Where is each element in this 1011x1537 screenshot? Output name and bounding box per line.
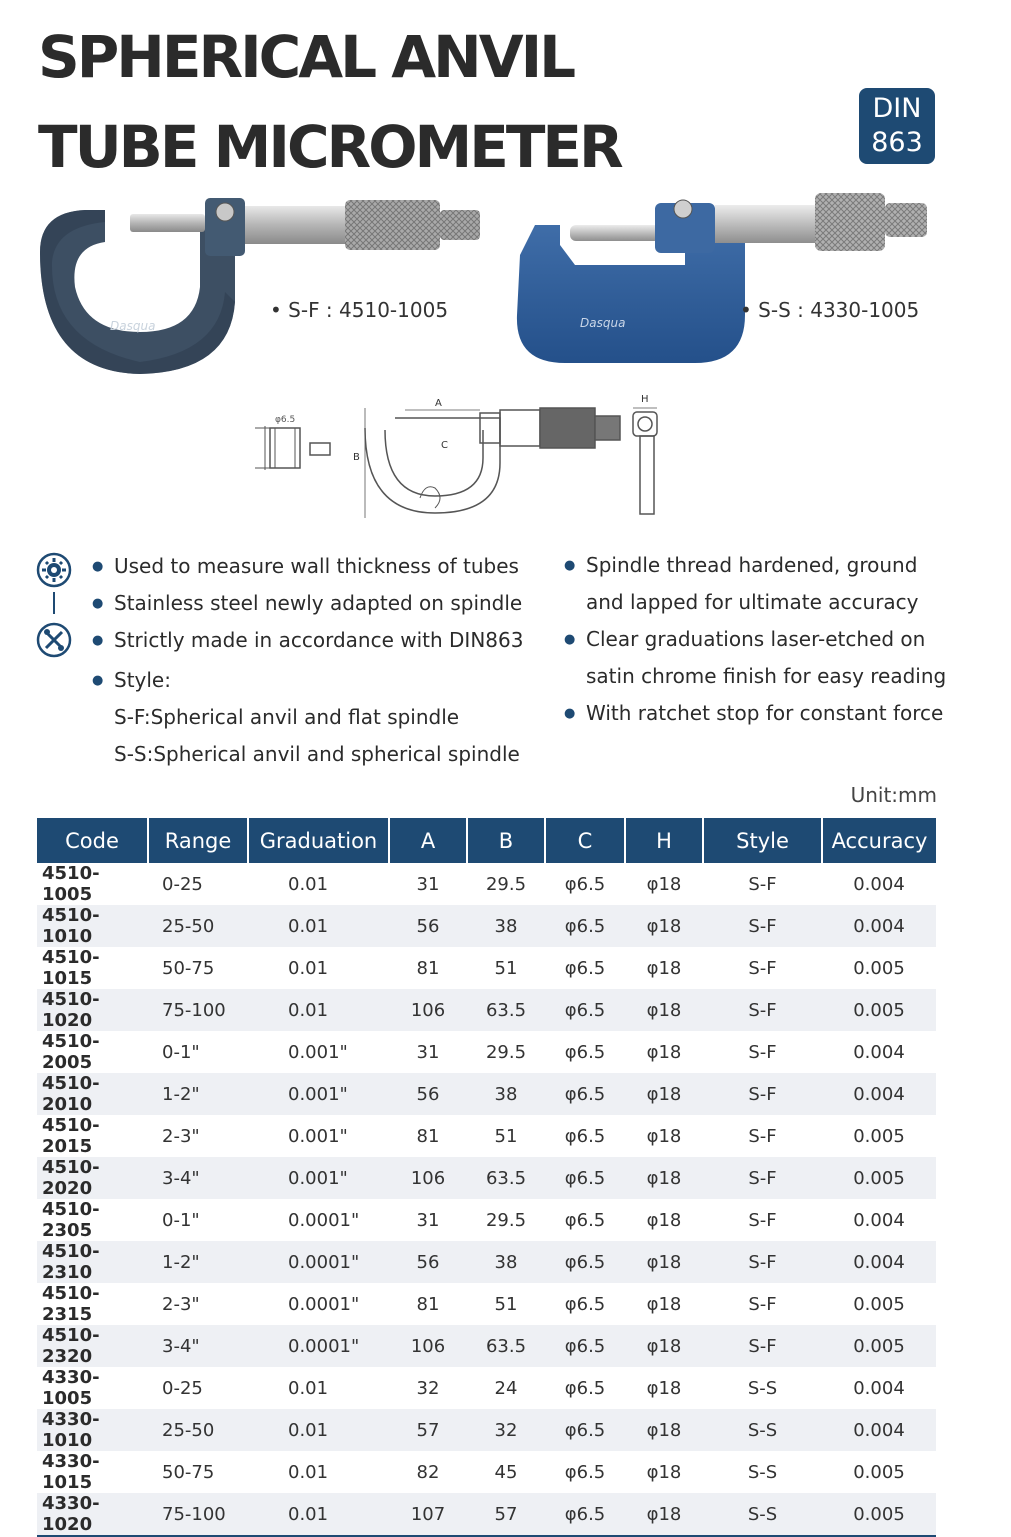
feature-item: ● Clear graduations laser-etched on xyxy=(564,627,926,651)
cell-graduation: 0.01 xyxy=(248,1493,389,1536)
cell-a: 107 xyxy=(389,1493,467,1536)
table-row xyxy=(37,1451,936,1493)
cell-h: φ18 xyxy=(625,1157,703,1199)
cell-style: S-S xyxy=(703,1409,822,1451)
cell-b: 32 xyxy=(467,1409,545,1451)
feature-item: ● With ratchet stop for constant force xyxy=(564,701,944,725)
cell-style: S-F xyxy=(703,1073,822,1115)
column-header-h: H xyxy=(625,818,703,863)
cell-range: 0-1" xyxy=(162,1209,200,1231)
cell-h: φ18 xyxy=(646,957,682,979)
cell-c: φ6.5 xyxy=(564,1125,606,1147)
cell-c: φ6.5 xyxy=(545,1493,625,1536)
cell-accuracy: 0.005 xyxy=(853,957,905,979)
cell-a: 81 xyxy=(416,957,440,979)
sf-brand-text: Dasqua xyxy=(110,319,156,333)
cell-a: 56 xyxy=(389,1073,467,1115)
cell-graduation: 0.01 xyxy=(248,989,389,1031)
cell-a: 82 xyxy=(416,1461,440,1483)
cell-graduation: 0.0001" xyxy=(248,1241,389,1283)
cell-h: φ18 xyxy=(646,1041,682,1063)
cell-style: S-F xyxy=(748,1041,777,1063)
cell-a: 81 xyxy=(416,1293,440,1315)
cell-graduation: 0.01 xyxy=(248,905,389,947)
cell-graduation: 0.01 xyxy=(288,957,329,979)
badge-line-2: 863 xyxy=(871,127,923,158)
cell-code: 4510-2020 xyxy=(37,1157,148,1199)
cell-h: φ18 xyxy=(625,905,703,947)
cell-code: 4510-1015 xyxy=(42,947,100,989)
cell-b: 45 xyxy=(494,1461,518,1483)
cell-a: 106 xyxy=(389,1157,467,1199)
cell-b: 51 xyxy=(494,1293,518,1315)
cell-range: 25-50 xyxy=(148,1409,248,1451)
cell-c: φ6.5 xyxy=(564,1041,606,1063)
cell-h: φ18 xyxy=(646,1293,682,1315)
cell-graduation: 0.0001" xyxy=(288,1209,360,1231)
title-line-2: TUBE MICROMETER xyxy=(38,113,621,181)
cell-h: φ18 xyxy=(646,873,682,895)
feature-text: Stainless steel newly adapted on spindle xyxy=(114,591,523,615)
cell-a: 31 xyxy=(416,1209,440,1231)
cell-b: 63.5 xyxy=(467,1157,545,1199)
cell-b: 51 xyxy=(494,957,518,979)
cell-range: 25-50 xyxy=(148,905,248,947)
cell-b: 29.5 xyxy=(485,1041,527,1063)
column-header-a: A xyxy=(389,818,467,863)
cell-b: 51 xyxy=(494,1125,518,1147)
cell-accuracy: 0.005 xyxy=(822,1157,936,1199)
features-left-list xyxy=(92,548,542,773)
cell-code: 4510-2010 xyxy=(37,1073,148,1115)
cell-a: 56 xyxy=(389,1241,467,1283)
cell-range: 75-100 xyxy=(148,989,248,1031)
cell-style: S-F xyxy=(748,1293,777,1315)
cell-a: 106 xyxy=(389,1325,467,1367)
table-row xyxy=(37,1241,936,1283)
cell-code: 4510-2320 xyxy=(37,1325,148,1367)
cell-c: φ6.5 xyxy=(545,989,625,1031)
cell-code: 4510-2315 xyxy=(42,1283,100,1325)
cell-c: φ6.5 xyxy=(545,1241,625,1283)
column-header-graduation: Graduation xyxy=(248,818,389,863)
cell-range: 75-100 xyxy=(148,1493,248,1536)
table-row xyxy=(37,1157,936,1199)
table-row xyxy=(37,1409,936,1451)
cell-code: 4510-2310 xyxy=(37,1241,148,1283)
cell-code: 4330-1005 xyxy=(42,1367,100,1409)
cell-style: S-F xyxy=(748,873,777,895)
cell-b: 63.5 xyxy=(467,1325,545,1367)
cell-accuracy: 0.005 xyxy=(853,1293,905,1315)
cell-h: φ18 xyxy=(646,1377,682,1399)
cell-h: φ18 xyxy=(625,1409,703,1451)
cell-b: 63.5 xyxy=(467,989,545,1031)
feature-text: Style: xyxy=(114,668,171,692)
cell-c: φ6.5 xyxy=(564,1461,606,1483)
cell-range: 1-2" xyxy=(148,1241,248,1283)
feature-item: ● Style: xyxy=(92,668,171,692)
cell-code: 4510-1020 xyxy=(37,989,148,1031)
cell-b: 38 xyxy=(467,1241,545,1283)
cell-c: φ6.5 xyxy=(564,1209,606,1231)
feature-item: ● Used to measure wall thickness of tubes xyxy=(92,554,519,578)
feature-text: Strictly made in accordance with DIN863 xyxy=(114,628,524,652)
table-row xyxy=(37,1115,936,1157)
ss-model-label: • S-S : 4330-1005 xyxy=(740,298,920,322)
cell-h: φ18 xyxy=(646,1209,682,1231)
cell-b: 29.5 xyxy=(485,873,527,895)
cell-accuracy: 0.004 xyxy=(853,1209,905,1231)
feature-text: Spindle thread hardened, ground xyxy=(586,553,918,577)
cell-range: 3-4" xyxy=(148,1157,248,1199)
badge-line-1: DIN xyxy=(872,93,922,124)
feature-item-cont: satin chrome finish for easy reading xyxy=(586,664,947,688)
cell-c: φ6.5 xyxy=(564,957,606,979)
cell-c: φ6.5 xyxy=(545,1409,625,1451)
column-header-b: B xyxy=(467,818,545,863)
cell-a: 31 xyxy=(416,1041,440,1063)
features-right-list xyxy=(564,547,954,732)
diagram-label-b: B xyxy=(353,452,360,463)
table-row xyxy=(37,1325,936,1367)
table-row xyxy=(37,1283,936,1325)
cell-c: φ6.5 xyxy=(564,1293,606,1315)
cell-b: 57 xyxy=(467,1493,545,1536)
cell-graduation: 0.01 xyxy=(288,873,329,895)
table-row xyxy=(37,989,936,1031)
cell-graduation: 0.0001" xyxy=(248,1325,389,1367)
cell-h: φ18 xyxy=(625,989,703,1031)
cell-style: S-F xyxy=(703,1157,822,1199)
cell-a: 56 xyxy=(389,905,467,947)
cell-style: S-F xyxy=(703,1241,822,1283)
feature-item: ● Strictly made in accordance with DIN863 xyxy=(92,628,524,652)
cell-graduation: 0.01 xyxy=(288,1461,329,1483)
sf-model-label: • S-F : 4510-1005 xyxy=(270,298,449,322)
cell-range: 0-1" xyxy=(162,1041,200,1063)
cell-b: 29.5 xyxy=(485,1209,527,1231)
style-note-ss: S-S:Spherical anvil and spherical spindle xyxy=(114,742,520,766)
cell-h: φ18 xyxy=(625,1073,703,1115)
cell-accuracy: 0.005 xyxy=(853,1461,905,1483)
cell-h: φ18 xyxy=(625,1241,703,1283)
cell-accuracy: 0.005 xyxy=(853,1125,905,1147)
cell-style: S-S xyxy=(747,1461,778,1483)
table-header-row xyxy=(37,818,936,863)
cell-c: φ6.5 xyxy=(564,1377,606,1399)
cell-range: 1-2" xyxy=(148,1073,248,1115)
table-row xyxy=(37,1493,936,1536)
cell-graduation: 0.01 xyxy=(288,1377,329,1399)
feature-text: With ratchet stop for constant force xyxy=(586,701,944,725)
cell-accuracy: 0.004 xyxy=(853,1377,905,1399)
cell-style: S-F xyxy=(703,989,822,1031)
cell-graduation: 0.01 xyxy=(248,1409,389,1451)
cell-accuracy: 0.005 xyxy=(822,1325,936,1367)
cell-b: 24 xyxy=(494,1377,518,1399)
cell-range: 2-3" xyxy=(162,1125,200,1147)
table-row xyxy=(37,1199,936,1241)
cell-code: 4330-1020 xyxy=(37,1493,148,1536)
diagram-label-h: H xyxy=(641,394,649,405)
column-header-code: Code xyxy=(37,818,148,863)
diagram-label-phi: φ6.5 xyxy=(275,415,296,425)
cell-h: φ18 xyxy=(625,1325,703,1367)
cell-range: 50-75 xyxy=(162,1461,215,1483)
cell-accuracy: 0.005 xyxy=(822,989,936,1031)
cell-code: 4510-1005 xyxy=(42,863,100,905)
cell-accuracy: 0.004 xyxy=(822,1073,936,1115)
cell-style: S-S xyxy=(747,1377,778,1399)
table-row xyxy=(37,1367,936,1409)
cell-c: φ6.5 xyxy=(545,1073,625,1115)
style-note-sf: S-F:Spherical anvil and flat spindle xyxy=(114,705,460,729)
feature-icons xyxy=(36,552,72,672)
cell-code: 4510-2305 xyxy=(42,1199,100,1241)
unit-label: Unit:mm xyxy=(850,783,937,807)
feature-item: ● Stainless steel newly adapted on spindle xyxy=(92,591,523,615)
cell-code: 4510-2015 xyxy=(42,1115,100,1157)
cell-style: S-F xyxy=(748,1209,777,1231)
cell-accuracy: 0.004 xyxy=(822,905,936,947)
cell-code: 4510-2005 xyxy=(42,1031,100,1073)
cell-c: φ6.5 xyxy=(545,1157,625,1199)
cell-b: 38 xyxy=(467,905,545,947)
cell-style: S-S xyxy=(703,1493,822,1536)
cell-accuracy: 0.004 xyxy=(853,1041,905,1063)
table-row xyxy=(37,905,936,947)
technical-diagram xyxy=(245,388,685,523)
cell-graduation: 0.001" xyxy=(288,1041,348,1063)
cell-code: 4330-1010 xyxy=(37,1409,148,1451)
sf-micrometer-image xyxy=(30,192,500,382)
ss-micrometer-image xyxy=(505,185,935,375)
cell-accuracy: 0.004 xyxy=(822,1409,936,1451)
cell-a: 31 xyxy=(416,873,440,895)
cell-a: 57 xyxy=(389,1409,467,1451)
feature-item: ● Spindle thread hardened, ground xyxy=(564,553,918,577)
title-line-1: SPHERICAL ANVIL xyxy=(38,23,574,91)
feature-text: Clear graduations laser-etched on xyxy=(586,627,926,651)
cell-graduation: 0.0001" xyxy=(288,1293,360,1315)
cell-code: 4510-1010 xyxy=(37,905,148,947)
cell-range: 2-3" xyxy=(162,1293,200,1315)
cell-h: φ18 xyxy=(625,1493,703,1536)
diagram-label-c: C xyxy=(441,440,448,451)
column-header-accuracy: Accuracy xyxy=(822,818,936,863)
column-header-style: Style xyxy=(703,818,822,863)
cell-style: S-F xyxy=(748,1125,777,1147)
column-header-range: Range xyxy=(148,818,248,863)
cell-a: 81 xyxy=(416,1125,440,1147)
tools-icon xyxy=(38,624,70,656)
cell-h: φ18 xyxy=(646,1125,682,1147)
cell-graduation: 0.001" xyxy=(248,1157,389,1199)
cell-c: φ6.5 xyxy=(545,1325,625,1367)
table-row xyxy=(37,1073,936,1115)
table-row xyxy=(37,1031,936,1073)
cell-accuracy: 0.004 xyxy=(853,873,905,895)
feature-item-cont: and lapped for ultimate accuracy xyxy=(586,590,919,614)
cell-b: 38 xyxy=(467,1073,545,1115)
cell-style: S-F xyxy=(703,1325,822,1367)
diagram-label-a: A xyxy=(435,398,442,409)
gear-icon xyxy=(36,552,72,668)
cell-c: φ6.5 xyxy=(545,905,625,947)
cell-range: 0-25 xyxy=(162,873,203,895)
cell-range: 0-25 xyxy=(162,1377,203,1399)
cell-code: 4330-1015 xyxy=(42,1451,100,1493)
table-row xyxy=(37,863,936,905)
cell-range: 3-4" xyxy=(148,1325,248,1367)
column-header-c: C xyxy=(545,818,625,863)
cell-graduation: 0.001" xyxy=(248,1073,389,1115)
cell-h: φ18 xyxy=(646,1461,682,1483)
cell-a: 32 xyxy=(416,1377,440,1399)
feature-text: Used to measure wall thickness of tubes xyxy=(114,554,519,578)
cell-a: 106 xyxy=(389,989,467,1031)
din-863-badge xyxy=(859,88,935,164)
cell-range: 50-75 xyxy=(162,957,215,979)
cell-style: S-F xyxy=(748,957,777,979)
cell-style: S-F xyxy=(703,905,822,947)
cell-accuracy: 0.005 xyxy=(822,1493,936,1536)
ss-brand-text: Dasqua xyxy=(580,316,626,330)
cell-c: φ6.5 xyxy=(564,873,606,895)
spec-table xyxy=(37,818,936,1537)
cell-accuracy: 0.004 xyxy=(822,1241,936,1283)
cell-graduation: 0.001" xyxy=(288,1125,348,1147)
table-row xyxy=(37,947,936,989)
